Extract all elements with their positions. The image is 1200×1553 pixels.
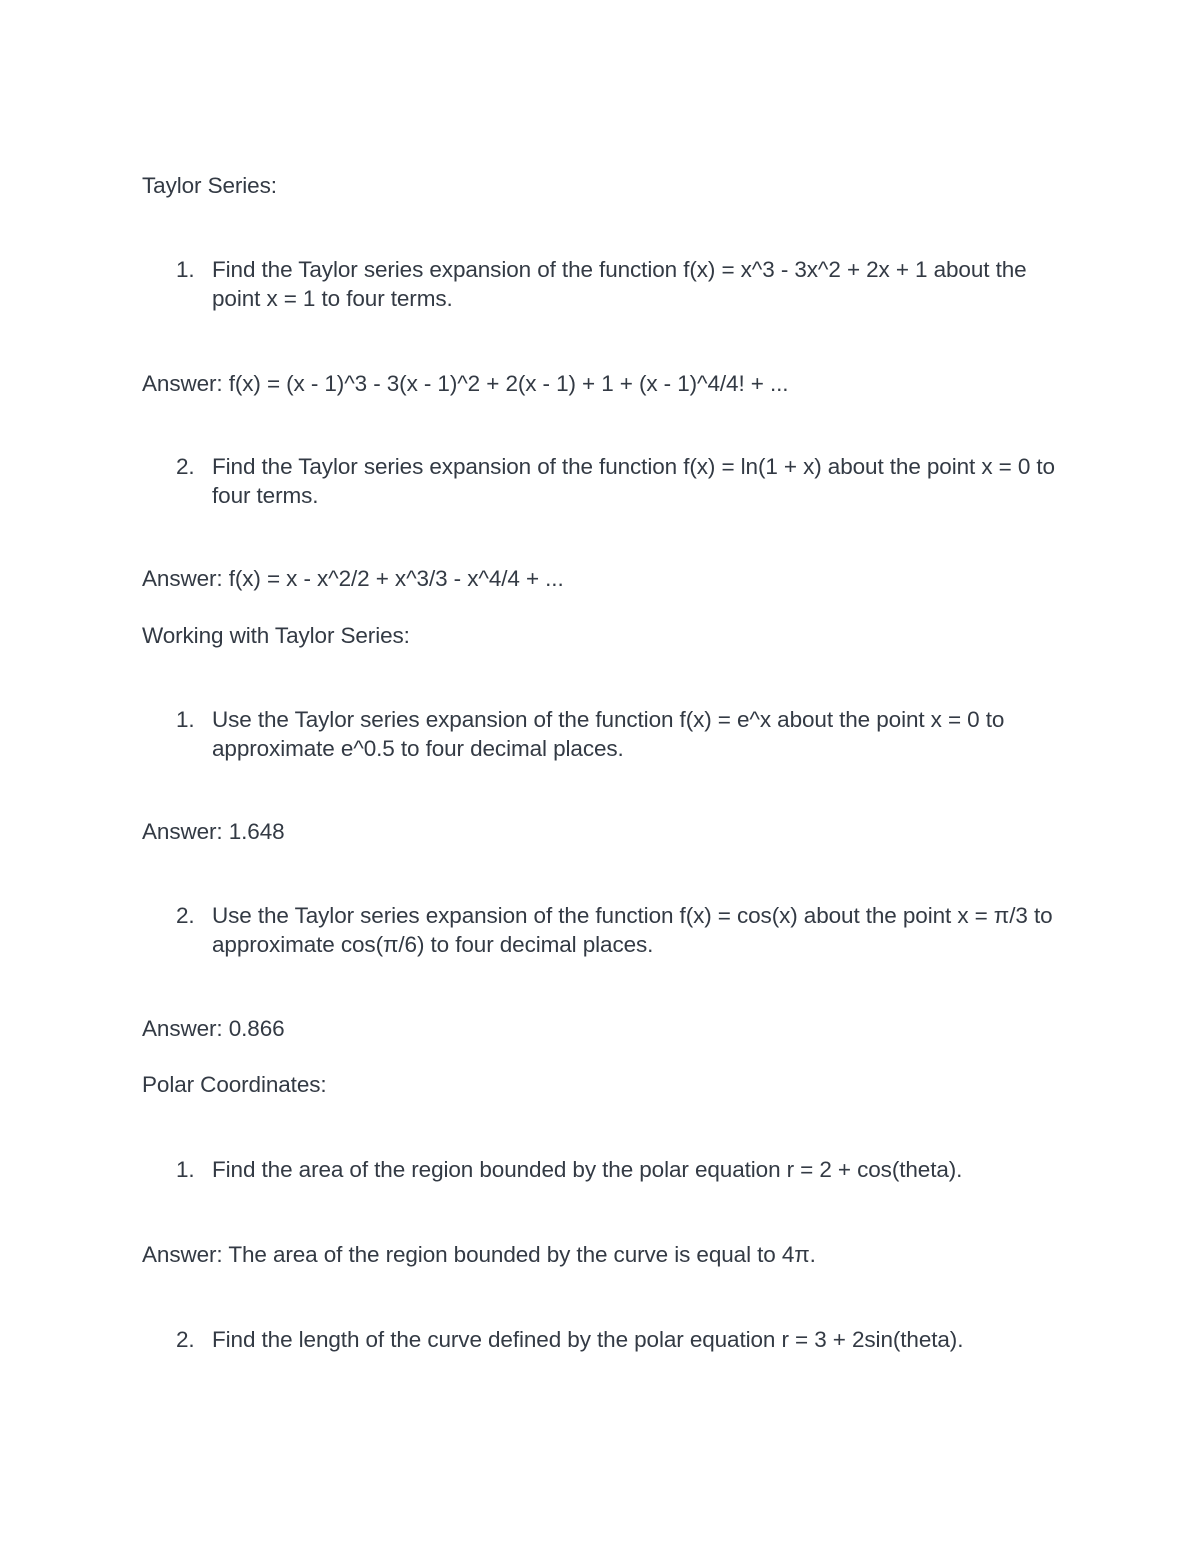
- section-heading-working-with-taylor-series: Working with Taylor Series:: [142, 623, 410, 648]
- list-item: [176, 255, 1056, 313]
- section-heading-taylor-series: Taylor Series:: [142, 173, 277, 198]
- list-item-number: 2.: [176, 1327, 195, 1352]
- list-item-number: 1.: [176, 707, 195, 732]
- list-item: [176, 901, 1056, 959]
- problem-question: Find the area of the region bounded by the polar equation r = 2 + cos(theta).: [212, 1157, 963, 1182]
- list-item-number: 1.: [176, 1157, 195, 1182]
- list-item: [176, 1155, 1056, 1184]
- list-item: [176, 452, 1056, 510]
- section-heading-polar-coordinates: Polar Coordinates:: [142, 1072, 327, 1097]
- problem-answer: Answer: The area of the region bounded by the curve is equal to 4π.: [142, 1242, 816, 1267]
- problem-answer: Answer: 1.648: [142, 819, 285, 844]
- list-item: [176, 705, 1056, 763]
- list-item-number: 1.: [176, 257, 195, 282]
- problem-question: Find the Taylor series expansion of the function f(x) = x^3 - 3x^2 + 2x + 1 about the point x = 1 to four terms.: [212, 257, 1027, 311]
- list-item-number: 2.: [176, 454, 195, 479]
- problem-answer: Answer: f(x) = x - x^2/2 + x^3/3 - x^4/4 + ...: [142, 566, 564, 591]
- problem-question: Find the Taylor series expansion of the function f(x) = ln(1 + x) about the point x = 0 to four terms.: [212, 454, 1055, 508]
- problem-answer: Answer: f(x) = (x - 1)^3 - 3(x - 1)^2 + 2(x - 1) + 1 + (x - 1)^4/4! + ...: [142, 371, 789, 396]
- list-item: [176, 1325, 1056, 1354]
- problem-question: Use the Taylor series expansion of the function f(x) = cos(x) about the point x = π/3 to approximate cos(π/6) to four decimal places.: [212, 903, 1053, 957]
- problem-answer: Answer: 0.866: [142, 1016, 285, 1041]
- problem-question: Use the Taylor series expansion of the function f(x) = e^x about the point x = 0 to approximate e^0.5 to four decimal places.: [212, 707, 1005, 761]
- problem-question: Find the length of the curve defined by the polar equation r = 3 + 2sin(theta).: [212, 1327, 964, 1352]
- list-item-number: 2.: [176, 903, 195, 928]
